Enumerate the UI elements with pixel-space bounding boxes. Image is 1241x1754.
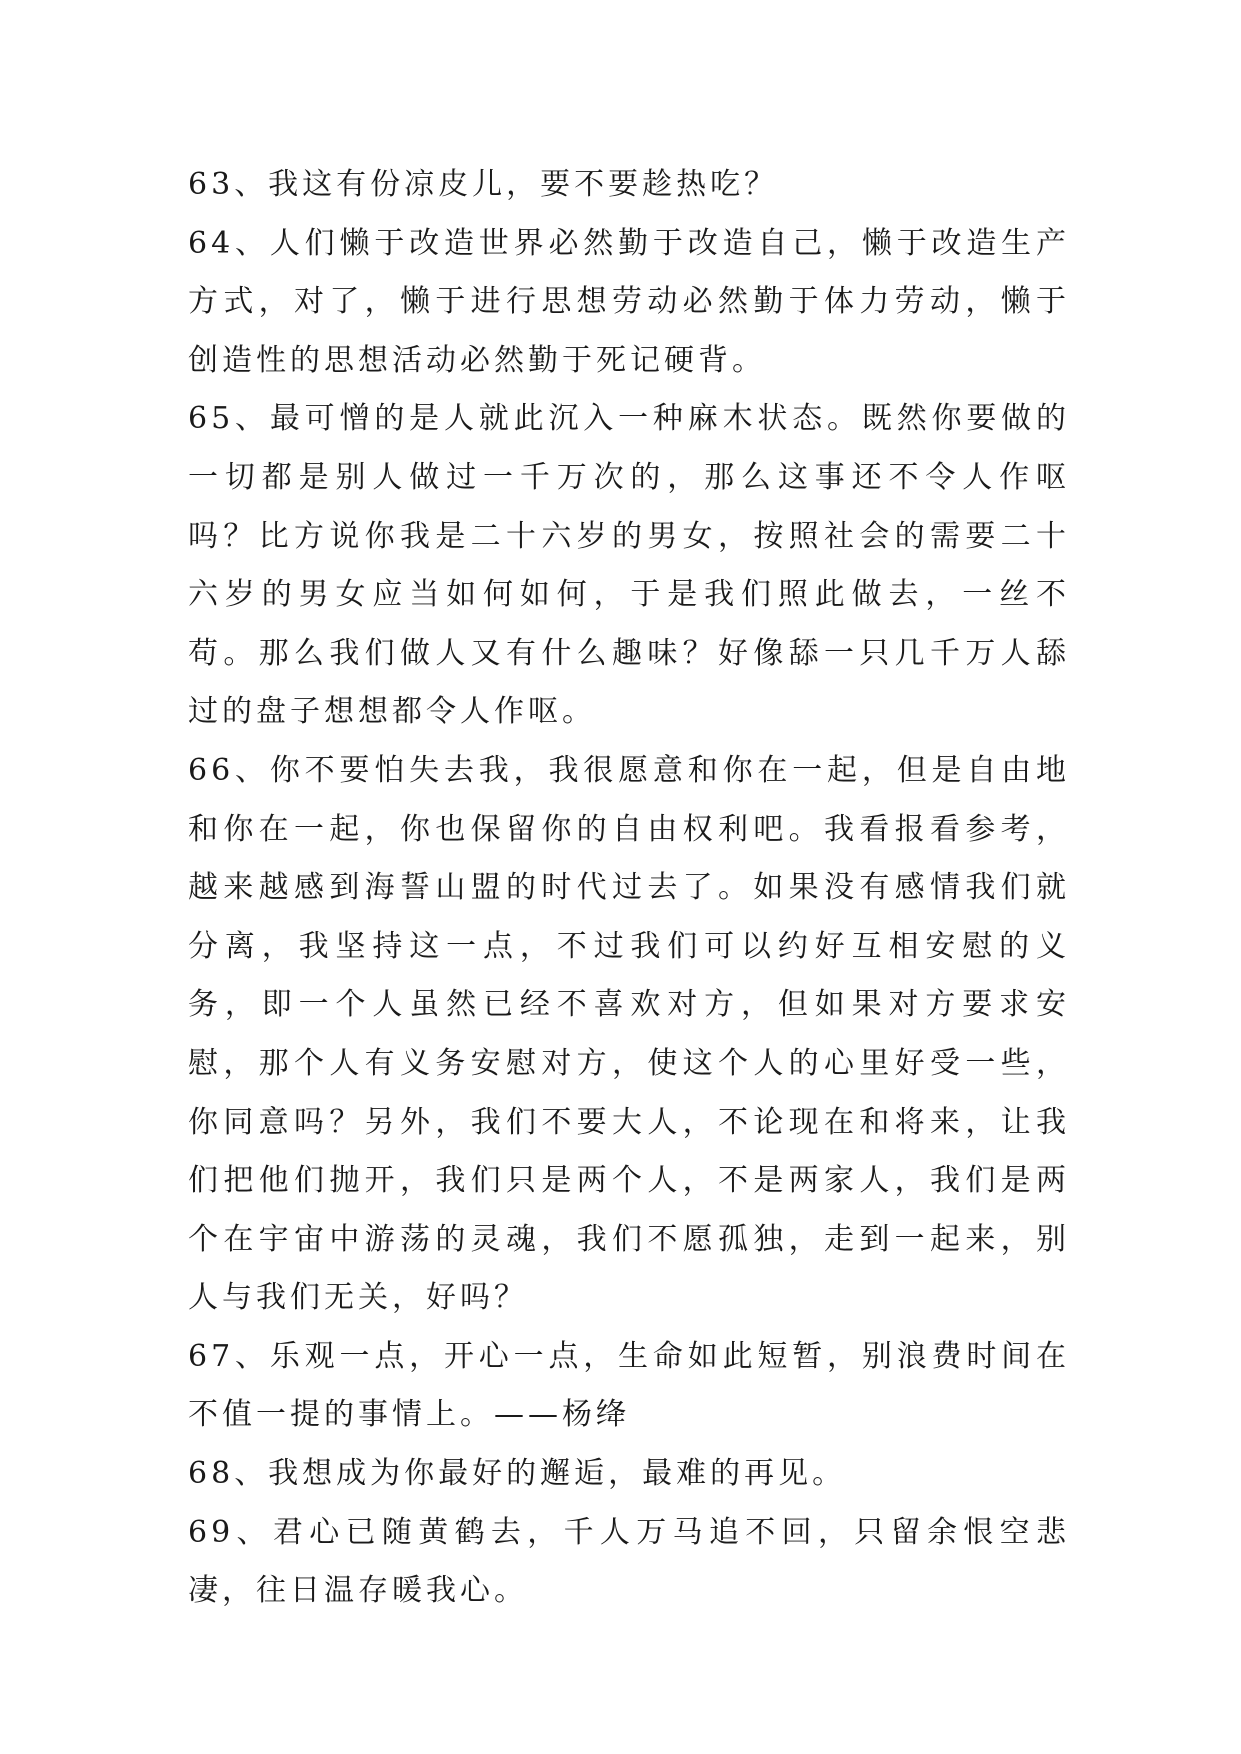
entry-text: 、人们懒于改造世界必然勤于改造自己，懒于改造生产方式，对了，懒于进行思想劳动必然勤于体力劳动，懒于创造性的思想活动必然勤于死记硬背。 <box>188 225 1070 378</box>
entry-number: 68 <box>188 1456 235 1492</box>
entry-number: 64 <box>188 225 235 261</box>
entry-number: 65 <box>188 401 235 437</box>
entry-text: 、最可憎的是人就此沉入一种麻木状态。既然你要做的一切都是别人做过一千万次的，那么这事还不令人作呕吗？比方说你我是二十六岁的男女，按照社会的需要二十六岁的男女应当如何如何，于是我们照此做去，一丝不苟。那么我们做人又有什么趣味？好像舔一只几千万人舔过的盘子想想都令人作呕。 <box>188 401 1070 730</box>
entry-63 <box>188 156 1070 215</box>
entry-text: 、乐观一点，开心一点，生命如此短暂，别浪费时间在不值一提的事情上。——杨绛 <box>188 1338 1070 1433</box>
entry-69 <box>188 1504 1070 1621</box>
entry-number: 66 <box>188 752 235 788</box>
entry-number: 69 <box>188 1514 235 1550</box>
entry-text: 、我想成为你最好的邂逅，最难的再见。 <box>234 1456 847 1492</box>
entry-text: 、我这有份凉皮儿，要不要趁热吃？ <box>234 167 779 202</box>
entry-number: 67 <box>188 1338 235 1374</box>
entry-66 <box>188 742 1070 1328</box>
entry-65 <box>188 390 1070 742</box>
entry-64 <box>188 215 1070 391</box>
entry-text: 、君心已随黄鹤去，千人万马追不回，只留余恨空悲凄，往日温存暖我心。 <box>188 1514 1070 1609</box>
entry-text: 、你不要怕失去我，我很愿意和你在一起，但是自由地和你在一起，你也保留你的自由权利吧。我看报看参考，越来越感到海誓山盟的时代过去了。如果没有感情我们就分离，我坚持这一点，不过我们可以约好互相安慰的义务，即一个人虽然已经不喜欢对方，但如果对方要求安慰，那个人有义务安慰对方，使这个人的心里好受一些，你同意吗？另外，我们不要大人，不论现在和将来，让我们把他们抛开，我们只是两个人，不是两家人，我们是两个在宇宙中游荡的灵魂，我们不愿孤独，走到一起来，别人与我们无关，好吗？ <box>188 752 1070 1316</box>
entry-67 <box>188 1328 1070 1445</box>
document-body <box>188 156 1070 1621</box>
entry-68 <box>188 1445 1070 1504</box>
entry-number: 63 <box>188 167 235 202</box>
